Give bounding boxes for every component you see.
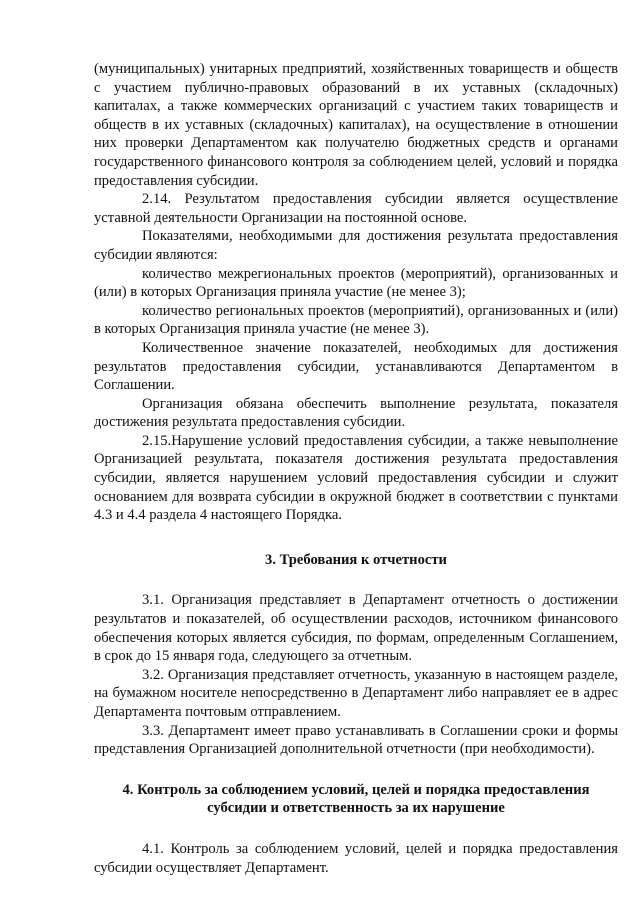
paragraph-4-1: 4.1. Контроль за соблюдением условий, целей и порядка предоставления субсидии осуществляет Департамент. bbox=[94, 840, 618, 876]
section-spacer bbox=[94, 818, 618, 840]
section-4-title-line2: субсидии и ответственность за их нарушение bbox=[207, 800, 505, 817]
paragraph-2-14: 2.14. Результатом предоставления субсидии является осуществление уставной деятельности Организации на постоянной основе. bbox=[94, 191, 618, 226]
paragraph-3-1: 3.1. Организация представляет в Департамент отчетность о достижении результатов и показателей, об осуществлении расходов, источником финансового обеспечения которых является субсидия, по формам, определенным Соглашением, в срок до 15 января года, следующего за отчетным. bbox=[94, 592, 618, 665]
paragraph-indicator-interregional: количество межрегиональных проектов (мероприятий), организованных и (или) в которых Организация приняла участие (не менее 3); bbox=[94, 265, 618, 301]
section-3-title: 3. Требования к отчетности bbox=[265, 551, 447, 568]
paragraph-indicator-values: Количественное значение показателей, необходимых для достижения результатов предоставления субсидии, устанавливаются Департаментом в Соглашении. bbox=[94, 339, 618, 394]
paragraph-indicators-intro: Показателями, необходимыми для достижения результата предоставления субсидии являются: bbox=[94, 228, 618, 263]
paragraph-3-3: 3.3. Департамент имеет право устанавливать в Соглашении сроки и формы представления Организацией дополнительной отчетности (при необходимости). bbox=[94, 722, 618, 758]
section-spacer bbox=[94, 525, 618, 551]
section-spacer bbox=[94, 569, 618, 591]
section-4-title-line1: 4. Контроль за соблюдением условий, целей и порядка предоставления bbox=[122, 781, 590, 798]
paragraph-2-15: 2.15.Нарушение условий предоставления субсидии, а также невыполнение Организацией результата, показателя достижения результата предоставления субсидии, является нарушением условий предоставления субсидии и служит основанием для возврата субсидии в окружной бюджет в соответствии с пунктами 4.3 и 4.4 раздела 4 настоящего Порядка. bbox=[94, 432, 618, 524]
section-4-title bbox=[94, 781, 618, 818]
paragraph-continuation: (муниципальных) унитарных предприятий, хозяйственных товариществ и обществ с участием публично-правовых образований в их уставных (складочных) капиталах, а также коммерческих организаций с участием таких товариществ и обществ в их уставных (складочных) капиталах), на осуществление в отношении них проверки Департаментом как получателю бюджетных средств и органами государственного финансового контроля за соблюдением целей, условий и порядка предоставления субсидии. bbox=[94, 61, 618, 189]
section-spacer bbox=[94, 759, 618, 781]
paragraph-obligation: Организация обязана обеспечить выполнение результата, показателя достижения результата предоставления субсидии. bbox=[94, 395, 618, 431]
paragraph-indicator-regional: количество региональных проектов (мероприятий), организованных и (или) в которых Организация приняла участие (не менее 3). bbox=[94, 302, 618, 338]
paragraph-3-2: 3.2. Организация представляет отчетность, указанную в настоящем разделе, на бумажном носителе непосредственно в Департамент либо направляет ее в адрес Департамента почтовым отправлением. bbox=[94, 666, 618, 720]
